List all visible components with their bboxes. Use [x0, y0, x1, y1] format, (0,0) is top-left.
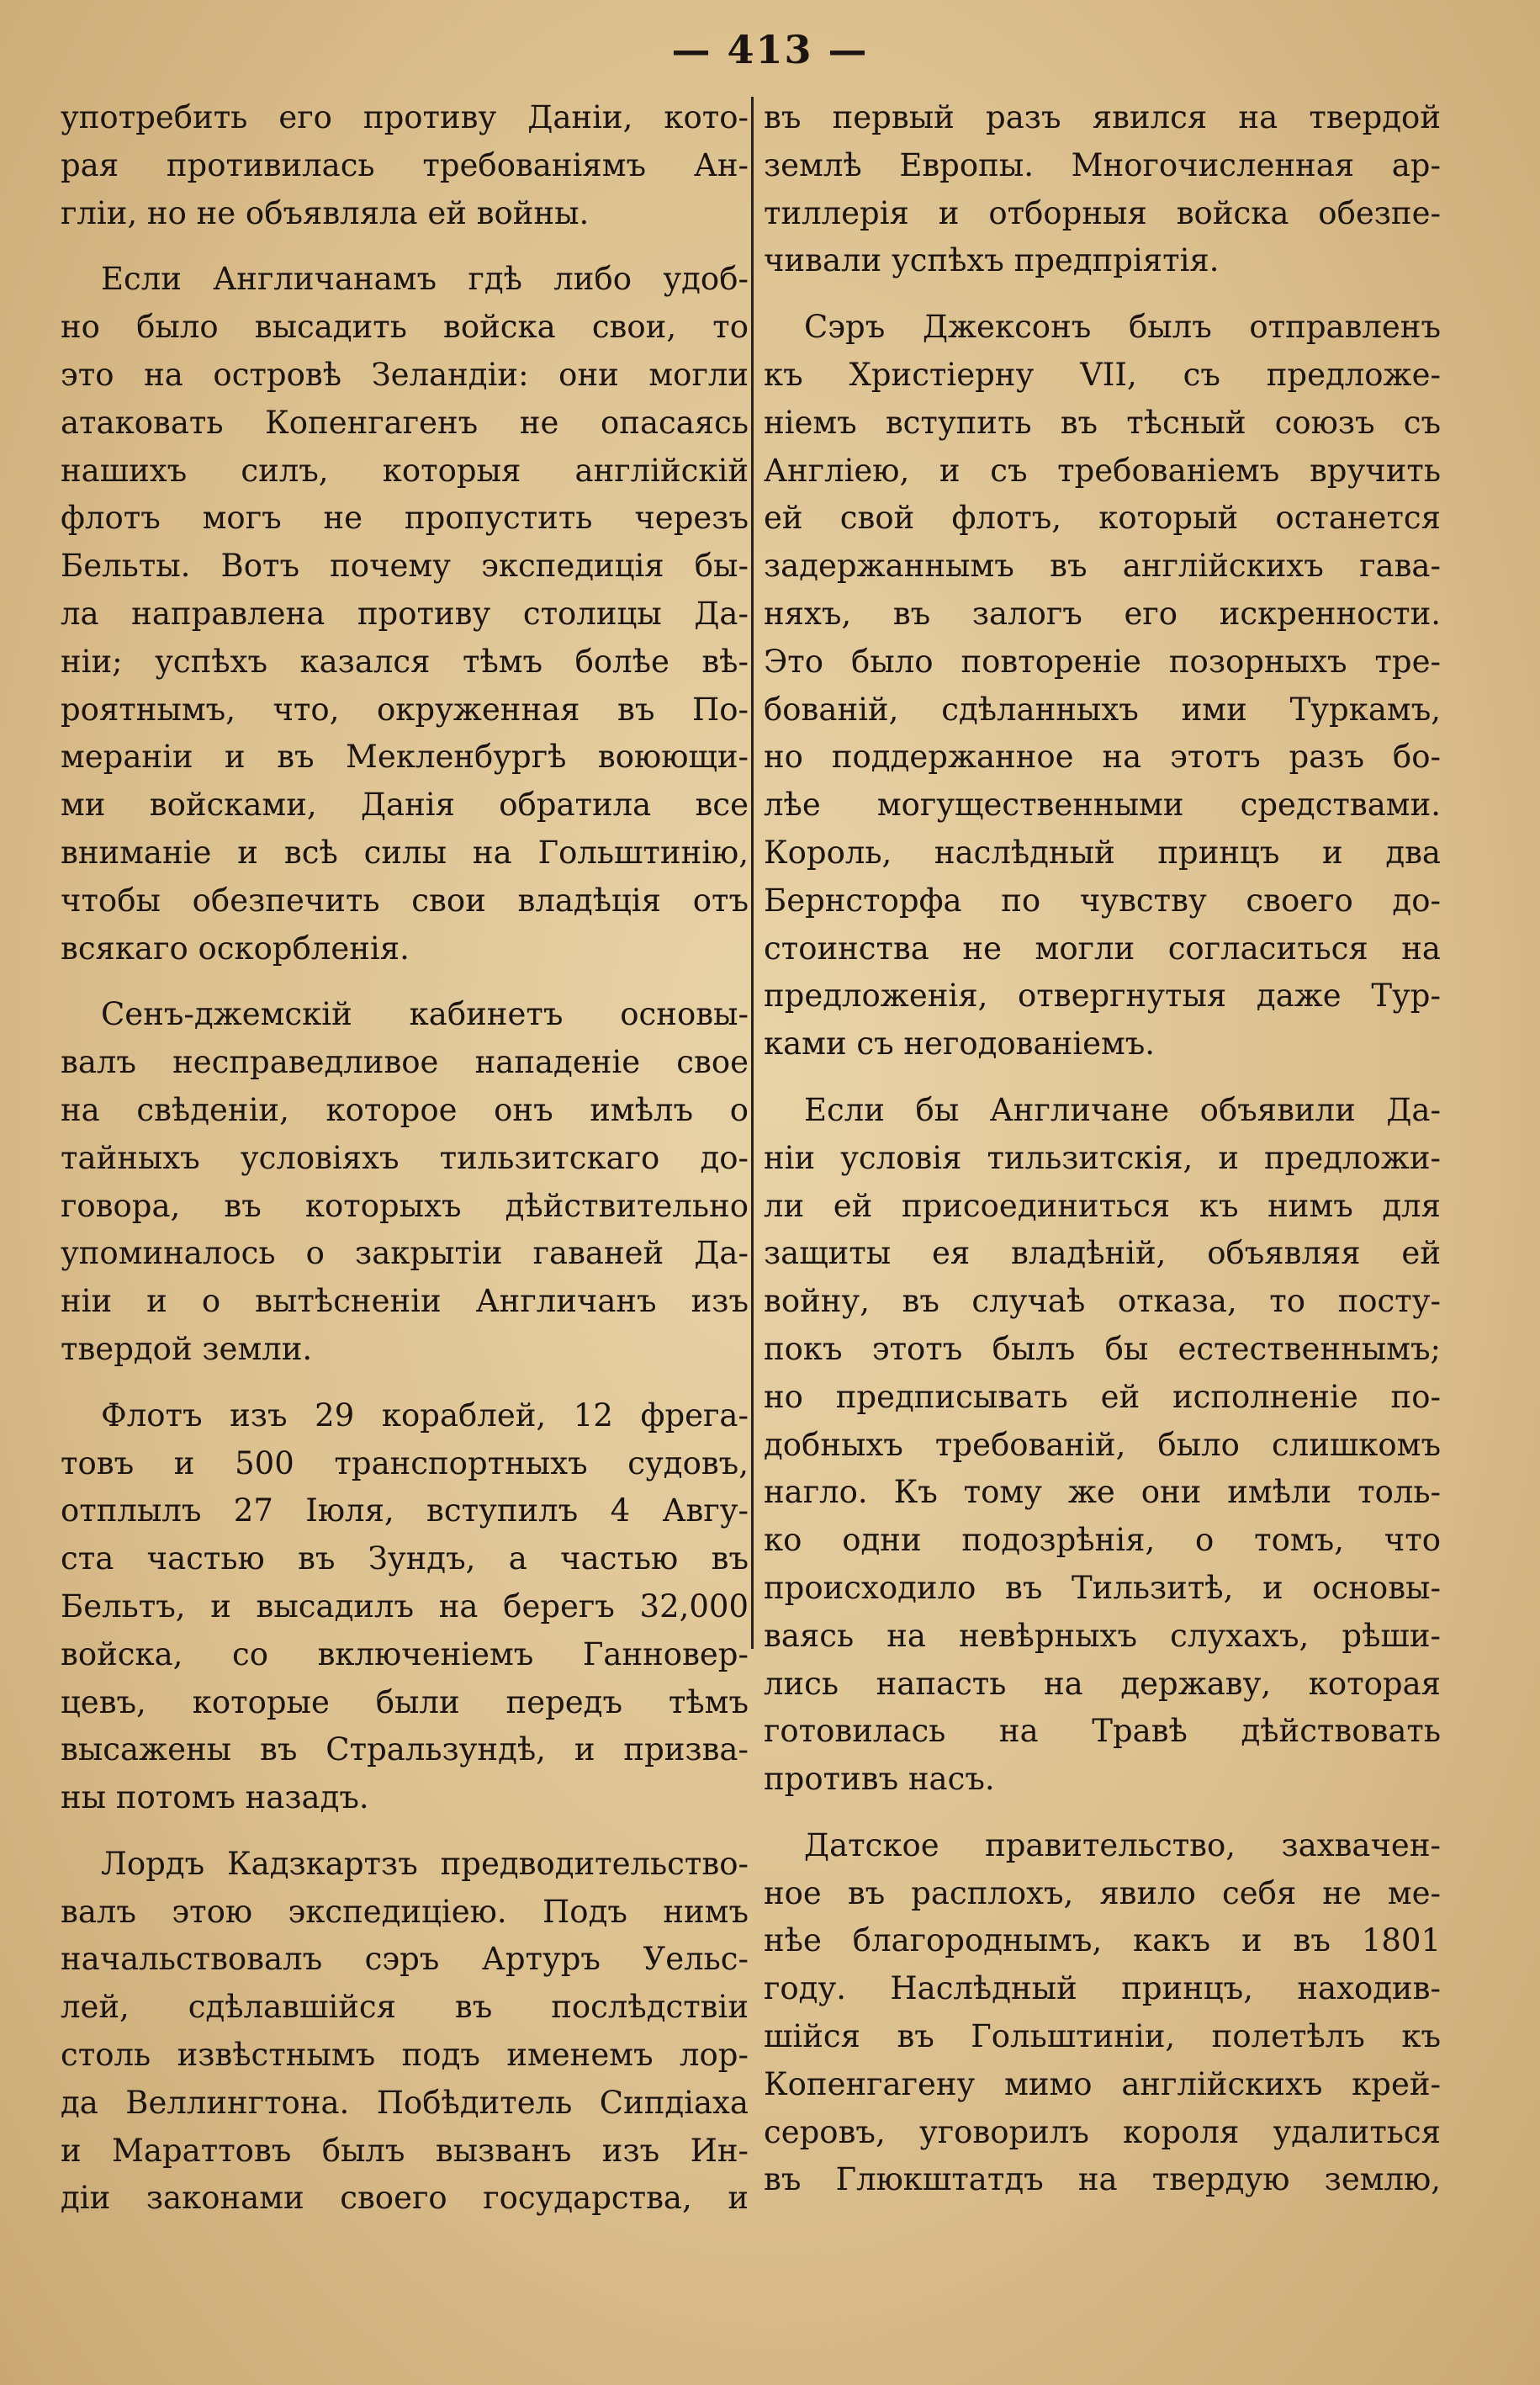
text-line: стоинства не могли согласиться на — [764, 930, 1441, 967]
text-line: флотъ могъ не пропустить черезъ — [61, 500, 749, 537]
text-line: землѣ Европы. Многочисленная ар- — [764, 146, 1441, 183]
text-line: Датское правительство, захвачен- — [804, 1826, 1441, 1863]
text-line: нагло. Къ тому же они имѣли толь- — [764, 1474, 1441, 1511]
text-line: ніемъ вступить въ тѣсный союзъ съ — [764, 404, 1441, 441]
text-line: валъ этою экспедиціею. Подъ нимъ — [61, 1893, 749, 1930]
text-line: добныхъ требованій, было слишкомъ — [764, 1426, 1441, 1463]
text-line: противъ насъ. — [764, 1761, 995, 1798]
text-line: ками съ негодованіемъ. — [764, 1026, 1156, 1063]
text-line: начальствовалъ сэръ Артуръ Уельс- — [61, 1941, 749, 1978]
text-line: чтобы обезпечить свои владѣція отъ — [61, 882, 749, 919]
text-line: лѣе могущественными средствами. — [764, 787, 1441, 824]
text-line: Если бы Англичане объявили Да- — [804, 1091, 1441, 1128]
text-line: ей свой флотъ, который останется — [764, 500, 1441, 537]
text-line: всякаго оскорбленія. — [61, 930, 410, 967]
text-line: въ первый разъ явился на твердой — [764, 99, 1441, 135]
text-line: Флотъ изъ 29 кораблей, 12 фрега- — [101, 1397, 749, 1434]
text-line: ніи условія тильзитскія, и предложи- — [764, 1139, 1441, 1176]
text-line: Это было повтореніе позорныхъ тре- — [764, 643, 1441, 680]
text-line: чивали успѣхъ предпріятія. — [764, 242, 1220, 279]
text-line: няхъ, въ залогъ его искренности. — [764, 595, 1441, 632]
text-line: Англіею, и съ требованіемъ вручить — [764, 452, 1441, 489]
text-line: ко одни подозрѣнія, о томъ, что — [764, 1522, 1441, 1559]
text-line: войну, въ случаѣ отказа, то посту- — [764, 1283, 1441, 1320]
text-line: войска, со включеніемъ Ганновер- — [61, 1635, 749, 1672]
text-line: на свѣденіи, которое онъ имѣлъ о — [61, 1091, 749, 1128]
text-line: ла направлена противу столицы Да- — [61, 595, 749, 632]
text-line: но поддержанное на этотъ разъ бо- — [764, 739, 1441, 776]
text-line: Король, наслѣдный принцъ и два — [764, 834, 1441, 871]
text-line: Бернсторфа по чувству своего до- — [764, 882, 1441, 919]
text-line: нашихъ силъ, которыя англійскій — [61, 452, 749, 489]
right-text-column — [764, 94, 1441, 2204]
text-line: атаковать Копенгагенъ не опасаясь — [61, 404, 749, 441]
text-line: роятнымъ, что, окруженная въ По- — [61, 691, 749, 728]
text-line: да Веллингтона. Побѣдитель Сипдіаха — [61, 2084, 749, 2121]
text-line: твердой земли. — [61, 1330, 313, 1367]
text-line: говора, въ которыхъ дѣйствительно — [61, 1187, 749, 1224]
text-line: вниманіе и всѣ силы на Гольштинію, — [61, 834, 749, 871]
text-line: но было высадить войска свои, то — [61, 309, 749, 346]
text-line: году. Наслѣдный принцъ, находив- — [764, 1970, 1441, 2007]
text-line: ста частью въ Зундъ, а частью въ — [61, 1540, 749, 1577]
text-line: и Мараттовъ былъ вызванъ изъ Ин- — [61, 2132, 749, 2169]
text-line: упоминалось о закрытіи гаваней Да- — [61, 1235, 749, 1272]
text-line: Копенгагену мимо англійскихъ крей- — [764, 2065, 1441, 2102]
text-line: высажены въ Стральзундѣ, и призва- — [61, 1731, 749, 1768]
text-line: діи законами своего государства, и — [61, 2180, 749, 2217]
text-line: ны потомъ назадъ. — [61, 1779, 369, 1816]
text-line: задержаннымъ въ англійскихъ гава- — [764, 548, 1441, 585]
text-line: мераніи и въ Мекленбургѣ воюющи- — [61, 739, 749, 776]
page-number: — 413 — — [671, 27, 869, 72]
text-line: Сэръ Джексонъ былъ отправленъ — [804, 309, 1441, 346]
text-line: ное въ расплохъ, явило себя не ме- — [764, 1874, 1441, 1911]
text-line: ніи; успѣхъ казался тѣмъ болѣе вѣ- — [61, 643, 749, 680]
text-line: лей, сдѣлавшійся въ послѣдствіи — [61, 1989, 749, 2026]
text-line: предложенія, отвергнутыя даже Тур- — [764, 978, 1441, 1015]
text-line: цевъ, которые были передъ тѣмъ — [61, 1683, 749, 1720]
text-line: лись напасть на державу, которая — [764, 1665, 1441, 1702]
text-line: нѣе благороднымъ, какъ и въ 1801 — [764, 1922, 1441, 1959]
text-line: гліи, но не объявляла ей войны. — [61, 194, 590, 231]
text-line: Если Англичанамъ гдѣ либо удоб- — [101, 261, 749, 298]
text-line: шійся въ Гольштиніи, полетѣлъ къ — [764, 2018, 1441, 2055]
text-line: въ Глюкштатдъ на твердую землю, — [764, 2161, 1441, 2198]
text-line: товъ и 500 транспортныхъ судовъ, — [61, 1444, 749, 1481]
text-line: Бельтъ, и высадилъ на берегъ 32,000 — [61, 1587, 749, 1624]
text-line: бованій, сдѣланныхъ ими Туркамъ, — [764, 691, 1441, 728]
text-line: къ Христіерну VII, съ предложе- — [764, 356, 1441, 393]
text-line: валъ несправедливое нападеніе свое — [61, 1044, 749, 1081]
text-line: ніи и о вытѣсненіи Англичанъ изъ — [61, 1283, 749, 1320]
text-line: Сенъ-джемскій кабинетъ основы- — [101, 996, 749, 1033]
text-line: тайныхъ условіяхъ тильзитскаго до- — [61, 1139, 749, 1176]
text-line: Лордъ Кадзкартзъ предводительство- — [101, 1845, 749, 1882]
text-line: употребить его противу Даніи, кото- — [61, 99, 749, 135]
text-line: серовъ, уговорилъ короля удалиться — [764, 2113, 1441, 2150]
text-line: ваясь на невѣрныхъ слухахъ, рѣши- — [764, 1617, 1441, 1654]
text-line: покъ этотъ былъ бы естественнымъ; — [764, 1330, 1441, 1367]
text-line: это на островѣ Зеландіи: они могли — [61, 356, 749, 393]
text-line: рая противилась требованіямъ Ан- — [61, 146, 749, 183]
column-divider — [751, 97, 754, 1649]
text-line: происходило въ Тильзитѣ, и основы- — [764, 1569, 1441, 1606]
text-line: готовилась на Травѣ дѣйствовать — [764, 1713, 1441, 1750]
text-line: защиты ея владѣній, объявляя ей — [764, 1235, 1441, 1272]
text-line: отплылъ 27 Іюля, вступилъ 4 Авгу- — [61, 1492, 749, 1529]
text-line: столь извѣстнымъ подъ именемъ лор- — [61, 2037, 749, 2074]
left-text-column — [61, 94, 749, 2223]
text-line: ми войсками, Данія обратила все — [61, 787, 749, 824]
text-line: Бельты. Вотъ почему экспедиція бы- — [61, 548, 749, 585]
text-line: ли ей присоединиться къ нимъ для — [764, 1187, 1441, 1224]
text-line: тиллерія и отборныя войска обезпе- — [764, 194, 1441, 231]
text-line: но предписывать ей исполненіе по- — [764, 1378, 1441, 1415]
